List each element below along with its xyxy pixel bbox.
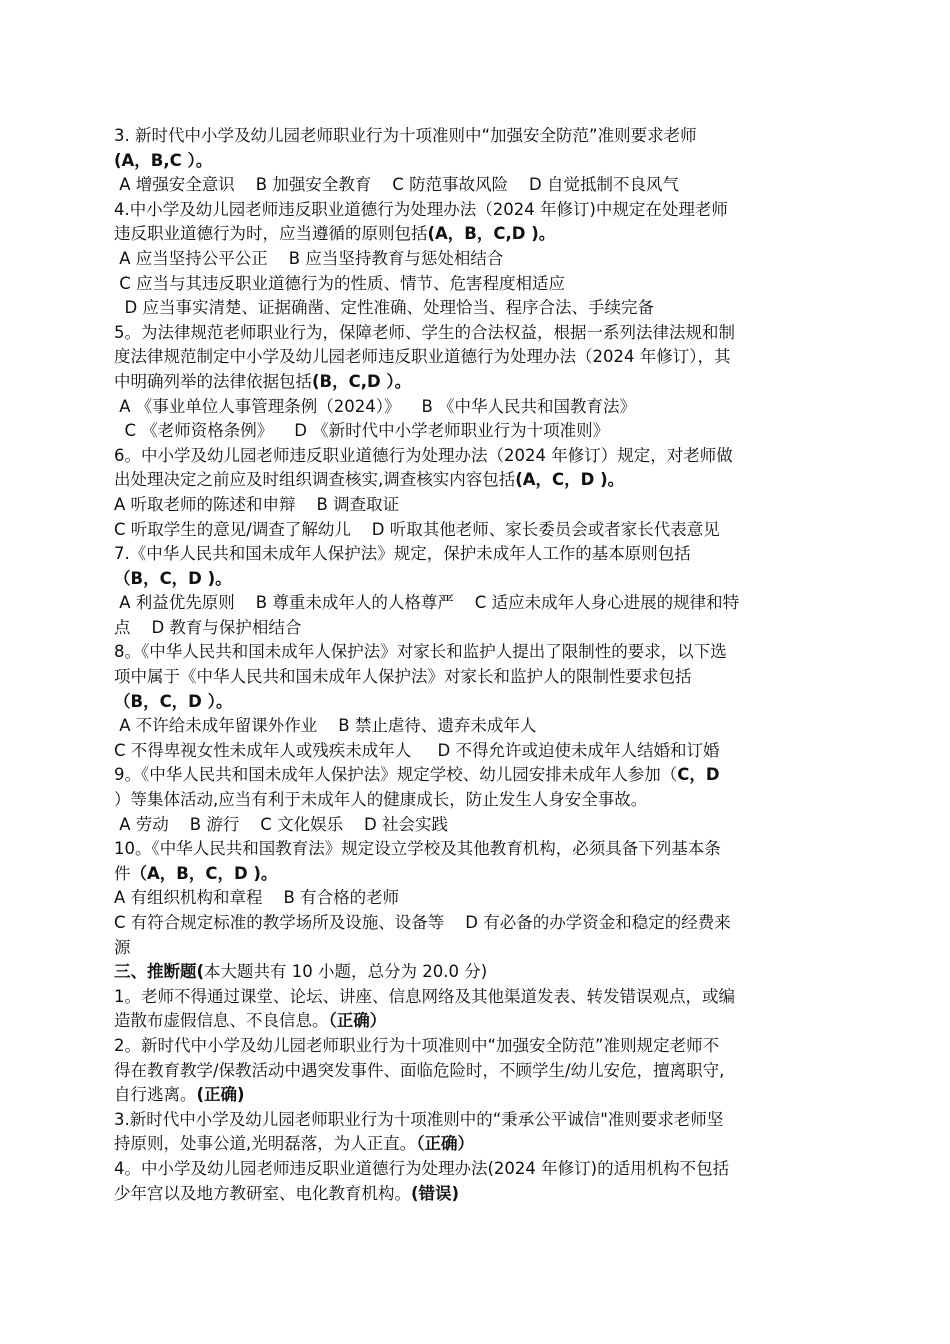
text-line	[114, 321, 840, 346]
answer-text: （B，C，D ）。	[114, 691, 233, 711]
text-line	[114, 1083, 840, 1108]
text-line	[114, 1182, 840, 1207]
line-text: 3.新时代中小学及幼儿园老师职业行为十项准则中的“秉承公平诚信"准则要求老师坚	[114, 1109, 724, 1129]
answer-text: (错误)	[411, 1183, 460, 1203]
text-line	[114, 591, 840, 616]
line-text: D 应当事实清楚、证据确凿、定性准确、处理恰当、程序合法、手续完备	[114, 298, 654, 318]
line-text: 出处理决定之前应及时组织调查核实,调查核实内容包括	[114, 470, 516, 490]
text-line	[114, 960, 840, 985]
answer-text: (A，B，C,D )。	[427, 224, 556, 244]
text-line	[114, 198, 840, 223]
line-text: 1。老师不得通过课堂、论坛、讲座、信息网络及其他渠道发表、转发错误观点，或编	[114, 986, 735, 1006]
line-text: A 利益优先原则 B 尊重未成年人的人格尊严 C 适应未成年人身心进展的规律和特	[114, 593, 740, 613]
line-text: 中明确列举的法律依据包括	[114, 371, 312, 391]
text-line	[114, 665, 840, 690]
answer-text: (正确)	[196, 1085, 245, 1105]
line-text: A 应当坚持公平公正 B 应当坚持教育与惩处相结合	[114, 248, 504, 268]
text-line	[114, 813, 840, 838]
text-line	[114, 1157, 840, 1182]
text-line	[114, 370, 840, 395]
text-line	[114, 247, 840, 272]
text-line	[114, 788, 840, 813]
text-line	[114, 468, 840, 493]
line-text: 点 D 教育与保护相结合	[114, 617, 302, 637]
text-line	[114, 1059, 840, 1084]
line-text: 少年宫以及地方教研室、电化教育机构。	[114, 1183, 411, 1203]
text-line	[114, 395, 840, 420]
line-text: 3. 新时代中小学及幼儿园老师职业行为十项准则中“加强安全防范”准则要求老师	[114, 126, 697, 145]
answer-text: （A，B，C，D )。	[130, 863, 278, 883]
line-text: 违反职业道德行为时，应当遵循的原则包括	[114, 224, 428, 244]
text-line	[114, 296, 840, 321]
text-line	[114, 886, 840, 911]
text-line	[114, 1132, 840, 1157]
answer-text: C，D	[677, 765, 720, 785]
answer-text: （B，C，D )。	[114, 568, 232, 588]
text-line	[114, 272, 840, 297]
line-text: 项中属于《中华人民共和国未成年人保护法》对家长和监护人的限制性要求包括	[114, 667, 692, 687]
text-line	[114, 1034, 840, 1059]
text-line	[114, 419, 840, 444]
answer-text: (B，C,D ）。	[312, 371, 412, 391]
line-text: 源	[114, 937, 131, 957]
text-line	[114, 567, 840, 592]
text-line	[114, 763, 840, 788]
line-text: ）等集体活动,应当有利于未成年人的健康成长，防止发生人身安全事故。	[114, 790, 648, 810]
text-line	[114, 493, 840, 518]
text-line	[114, 616, 840, 641]
line-text: C 听取学生的意见/调查了解幼儿 D 听取其他老师、家长委员会或者家长代表意见	[114, 519, 720, 539]
text-line	[114, 149, 840, 174]
answer-text: (A，C，D )。	[515, 470, 625, 490]
line-text-after: 本大题共有 10 小题，总分为 20.0 分)	[204, 962, 488, 982]
line-text: C 《老师资格条例》 D 《新时代中小学老师职业行为十项准则》	[114, 421, 610, 441]
line-text: 持原则，处事公道,光明磊落，为人正直。	[114, 1134, 417, 1154]
line-text: 自行逃离。	[114, 1085, 197, 1105]
line-text: 6。中小学及幼儿园老师违反职业道德行为处理办法（2024 年修订）规定，对老师做	[114, 445, 733, 465]
text-line	[114, 640, 840, 665]
text-line	[114, 714, 840, 739]
line-text: 2。新时代中小学及幼儿园老师职业行为十项准则中“加强安全防范”准则规定老师不	[114, 1035, 720, 1055]
line-text: 9。《中华人民共和国未成年人保护法》规定学校、幼儿园安排未成年人参加（	[114, 765, 678, 785]
line-text: 10。《中华人民共和国教育法》规定设立学校及其他教育机构，必须具备下列基本条	[114, 839, 721, 859]
text-line	[114, 936, 840, 961]
line-text: C 有符合规定标准的教学场所及设施、设备等 D 有必备的办学资金和稳定的经费来	[114, 913, 731, 932]
text-line	[114, 173, 840, 198]
line-text: 件	[114, 863, 131, 883]
line-text: 造散布虚假信息、不良信息。	[114, 1011, 329, 1031]
line-text: 4。中小学及幼儿园老师违反职业道德行为处理办法(2024 年修订)的适用机构不包括	[114, 1158, 730, 1178]
line-text: A 听取老师的陈述和申辩 B 调查取证	[114, 494, 400, 514]
text-line	[114, 862, 840, 887]
answer-text: (A，B,C ）。	[114, 150, 213, 170]
line-text: 5。为法律规范老师职业行为，保障老师、学生的合法权益，根据一系列法律法规和制	[114, 322, 735, 342]
answer-text: （正确）	[328, 1011, 387, 1031]
question-text-body	[114, 124, 840, 1206]
line-text: A 增强安全意识 B 加强安全教育 C 防范事故风险 D 自觉抵制不良风气	[114, 175, 679, 195]
text-line	[114, 985, 840, 1010]
text-line	[114, 1108, 840, 1133]
line-text: A 《事业单位人事管理条例（2024）》 B 《中华人民共和国教育法》	[114, 396, 637, 416]
text-line	[114, 542, 840, 567]
text-line	[114, 690, 840, 715]
line-text: A 劳动 B 游行 C 文化娱乐 D 社会实践	[114, 814, 448, 834]
text-line	[114, 124, 840, 149]
text-line	[114, 1009, 840, 1034]
text-line	[114, 739, 840, 764]
line-text: C 应当与其违反职业道德行为的性质、情节、危害程度相适应	[114, 273, 566, 293]
line-text: 7.《中华人民共和国未成年人保护法》规定，保护未成年人工作的基本原则包括	[114, 544, 691, 564]
line-text: 得在教育教学/保教活动中遇突发事件、面临危险时，不顾学生/幼儿安危，擅离职守,	[114, 1060, 725, 1080]
answer-text: （正确）	[416, 1134, 474, 1154]
line-text: 度法律规范制定中小学及幼儿园老师违反职业道德行为处理办法（2024 年修订），其	[114, 347, 731, 367]
text-line	[114, 837, 840, 862]
line-text: A 有组织机构和章程 B 有合格的老师	[114, 888, 400, 908]
text-line	[114, 518, 840, 543]
line-text: 8。《中华人民共和国未成年人保护法》对家长和监护人提出了限制性的要求，以下选	[114, 642, 727, 662]
text-line	[114, 222, 840, 247]
line-text: C 不得卑视女性未成年人或残疾未成年人 D 不得允许或迫使未成年人结婚和订婚	[114, 740, 720, 760]
line-text: A 不许给未成年留课外作业 B 禁止虐待、遗弃未成年人	[114, 716, 537, 736]
text-line	[114, 911, 840, 936]
answer-text: 三、推断题(	[114, 962, 205, 982]
text-line	[114, 345, 840, 370]
text-line	[114, 444, 840, 469]
line-text: 4.中小学及幼儿园老师违反职业道德行为处理办法（2024 年修订)中规定在处理老师	[114, 199, 728, 219]
